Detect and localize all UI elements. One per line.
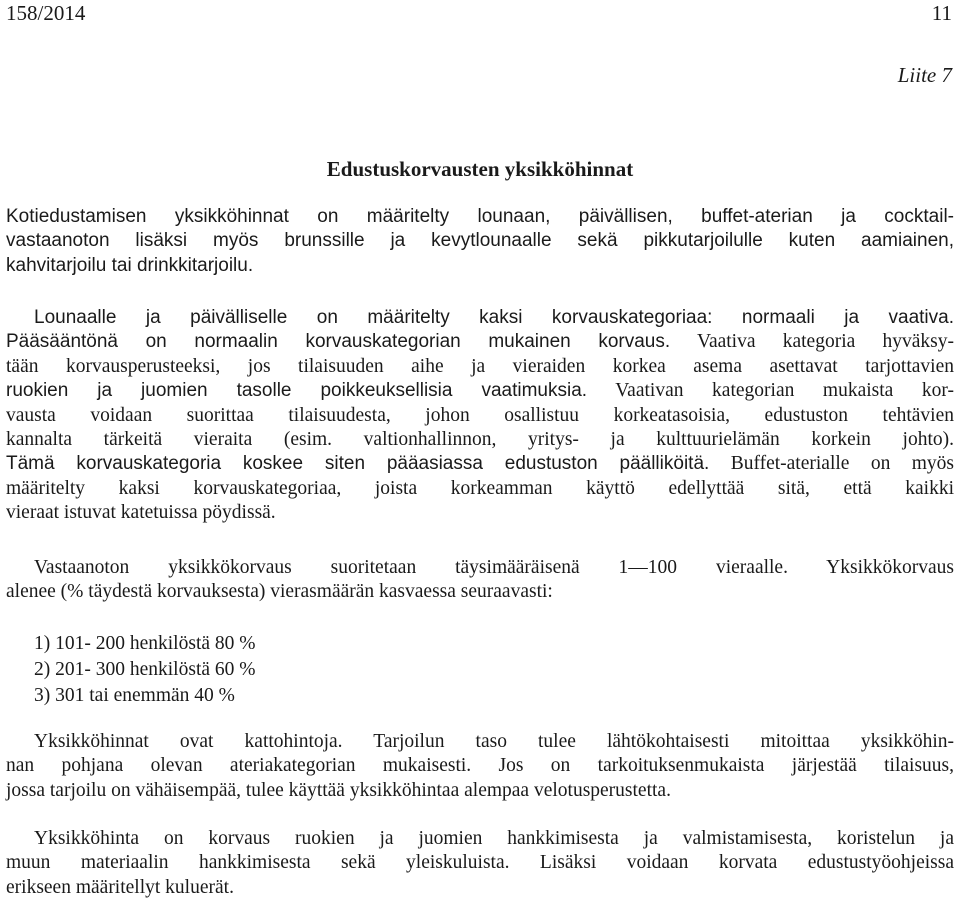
paragraph-2 [6, 306, 954, 526]
paragraph-line: Lounaalle ja päivälliselle on määritelty kaksi korvauskategoriaa: normaali ja vaativa. [34, 307, 954, 328]
paragraph-line: alenee (% täydestä korvauksesta) vierasmäärän kasvaessa seuraavasti: [6, 581, 553, 603]
paragraph-line: erikseen määritellyt kuluerät. [6, 876, 234, 898]
paragraph-line: Yksikköhinta on korvaus ruokien ja juomien hankkimisesta ja valmistamisesta, koristelun ja [34, 828, 954, 849]
paragraph-line [6, 379, 954, 403]
paragraph-3 [6, 556, 954, 605]
paragraph-line: vastaanoton lisäksi myös brunssille ja kevytlounaalle sekä pikkutarjoilulle kuten aamiainen, [6, 230, 954, 252]
paragraph-line [6, 452, 954, 476]
paragraph-segment: Vaativa kategoria hyväksy- [670, 331, 954, 353]
paragraph-line: Kotiedustamisen yksikköhinnat on määritelty lounaan, päivällisen, buffet-aterian ja cocktail- [6, 206, 954, 227]
paragraph-segment: Vaativan kategorian mukaista kor- [587, 380, 954, 402]
paragraph-4 [6, 730, 954, 803]
paragraph-segment: Buffet-aterialle on myös [709, 453, 955, 475]
paragraph-line: muun materiaalin hankkimisesta sekä yleiskuluista. Lisäksi voidaan korvata edustustyöohjeissa [6, 852, 954, 874]
paragraph-line: nan pohjana olevan ateriakategorian mukaisesti. Jos on tarkoituksenmukaista järjestää tilaisuus, [6, 755, 954, 777]
paragraph-line: vausta voidaan suorittaa tilaisuudesta, johon osallistuu korkeatasoisia, edustuston tehtävien [6, 404, 954, 426]
document-number: 158/2014 [6, 1, 86, 25]
paragraph-line: määritelty kaksi korvauskategoriaa, joista korkeamman käyttö edellyttää sitä, että kaikki [6, 477, 954, 499]
paragraph-segment: ruokien ja juomien tasolle poikkeuksellisia vaatimuksia. [6, 380, 588, 402]
paragraph-line: Vastaanoton yksikkökorvaus suoritetaan täysimääräisenä 1—100 vieraalle. Yksikkökorvaus [34, 557, 954, 578]
paragraph-segment: Pääsääntönä on normaalin korvauskategorian mukainen korvaus. [6, 331, 671, 353]
paragraph-line: kannalta tärkeitä vieraita (esim. valtionhallinnon, yritys- ja kulttuurielämän korkein johto). [6, 429, 954, 451]
list-item: 3) 301 tai enemmän 40 % [34, 685, 235, 706]
list-item: 2) 201- 300 henkilöstä 60 % [34, 659, 256, 680]
paragraph-5 [6, 827, 954, 900]
paragraph-1 [6, 205, 954, 278]
list-item: 1) 101- 200 henkilöstä 80 % [34, 633, 256, 654]
percentage-list [34, 631, 256, 709]
paragraph-line: Yksikköhinnat ovat kattohintoja. Tarjoilun taso tulee lähtökohtaisesti mitoittaa yksikköhin- [34, 731, 954, 752]
paragraph-line: vieraat istuvat katetuissa pöydissä. [6, 502, 276, 524]
paragraph-line: tään korvausperusteeksi, jos tilaisuuden aihe ja vieraiden korkea asema asettavat tarjottavien [6, 355, 954, 377]
page-title: Edustuskorvausten yksikköhinnat [326, 157, 634, 181]
paragraph-segment: Tämä korvauskategoria koskee siten pääasiassa edustuston päälliköitä. [6, 453, 710, 475]
paragraph-line: kahvitarjoilu tai drinkkitarjoilu. [6, 254, 254, 276]
page-number: 11 [931, 1, 952, 25]
appendix-label: Liite 7 [897, 63, 952, 87]
paragraph-line: jossa tarjoilu on vähäisempää, tulee käyttää yksikköhintaa alempaa velotusperustetta. [6, 779, 671, 801]
paragraph-line [6, 330, 954, 354]
